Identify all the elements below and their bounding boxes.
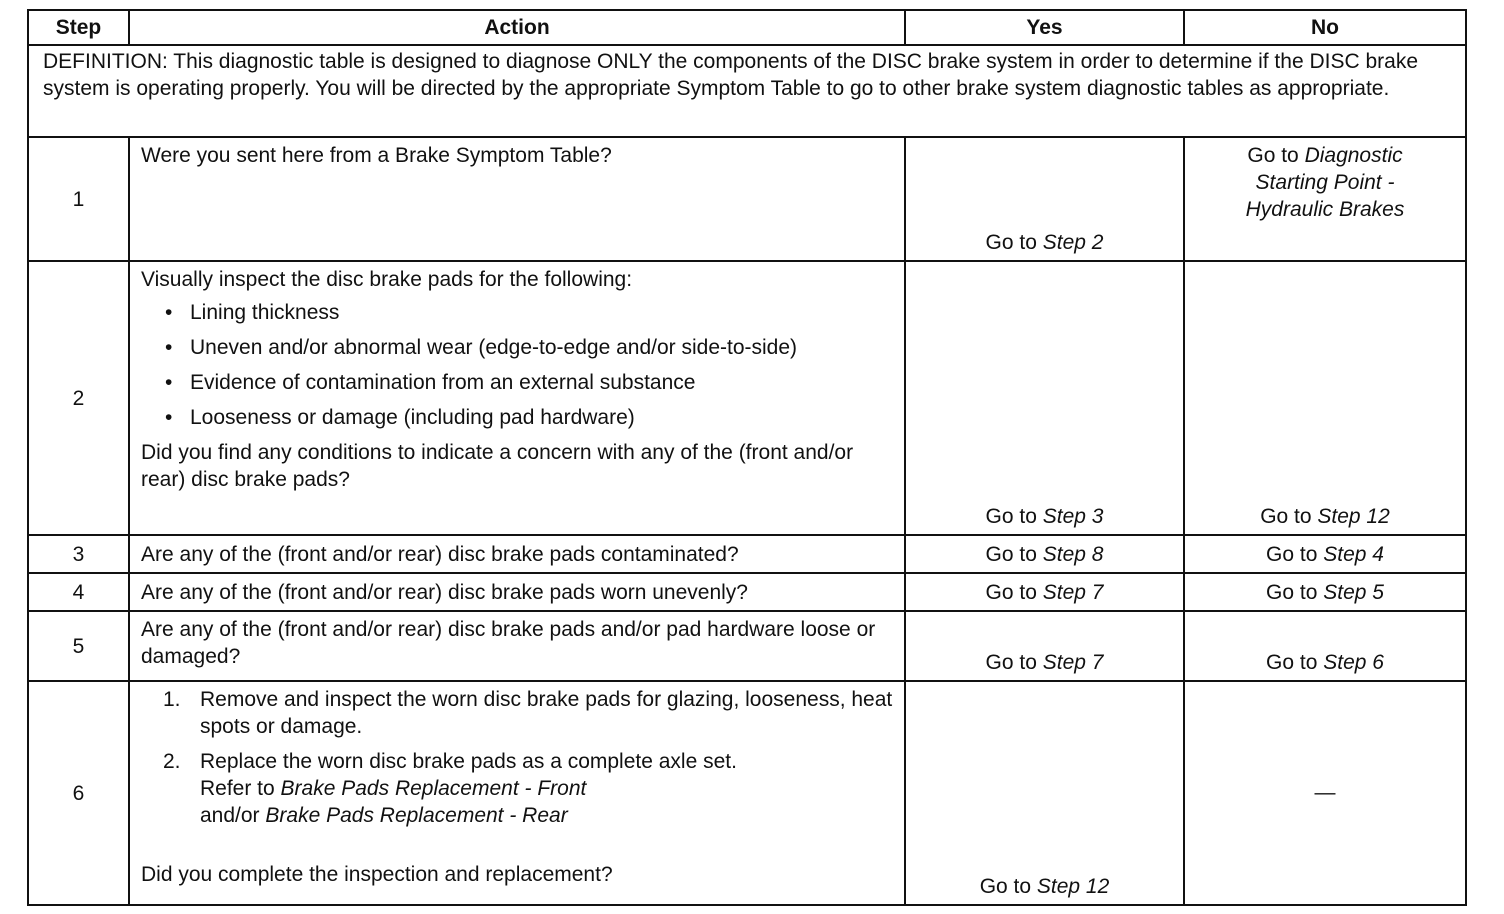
yes-target: Step 12 xyxy=(1036,875,1110,898)
header-row xyxy=(28,10,1466,45)
no-cell: Go to Step 6 xyxy=(1184,611,1466,681)
no-cell: Go to Step 4 xyxy=(1184,535,1466,573)
action-question: Are any of the (front and/or rear) disc brake pads contaminated? xyxy=(141,542,739,566)
action-question: Are any of the (front and/or rear) disc brake pads and/or pad hardware loose or damaged? xyxy=(141,618,876,668)
no-target: Step 12 xyxy=(1317,505,1390,528)
table-row xyxy=(28,681,1466,905)
step-number: 6 xyxy=(28,681,129,905)
no-cell xyxy=(1184,137,1466,261)
yes-cell: Go to Step 3 xyxy=(905,261,1184,535)
action-cell xyxy=(129,137,905,261)
no-cell: Go to Step 12 xyxy=(1184,261,1466,535)
yes-target: Step 7 xyxy=(1042,651,1104,674)
header-yes: Yes xyxy=(905,10,1184,45)
yes-target: Step 2 xyxy=(1042,231,1104,254)
table-row xyxy=(28,573,1466,611)
action-cell xyxy=(129,261,905,535)
list-item: 2. Replace the worn disc brake pads as a complete axle set. Refer to Brake Pads Replacement - Front and/or Brake Pads Replacement - Rear xyxy=(163,750,737,827)
no-target: Step 4 xyxy=(1323,542,1384,566)
no-cell: Go to Step 5 xyxy=(1184,573,1466,611)
yes-cell: Go to Step 7 xyxy=(905,611,1184,681)
list-item: • Lining thickness xyxy=(165,301,340,324)
no-line2: Starting Point - xyxy=(1255,171,1395,194)
action-cell xyxy=(129,681,905,905)
numbered-list xyxy=(141,686,894,829)
diagnostic-table xyxy=(27,9,1467,906)
ref-rear: Brake Pads Replacement - Rear xyxy=(265,804,568,827)
list-item: 1. Remove and inspect the worn disc brake pads for glazing, looseness, heat spots or damage. xyxy=(163,688,893,738)
list-item: • Evidence of contamination from an external substance xyxy=(165,371,696,394)
no-line3: Hydraulic Brakes xyxy=(1245,198,1405,221)
yes-cell: Go to Step 12 xyxy=(905,681,1184,905)
header-step: Step xyxy=(28,10,129,45)
action-question: Are any of the (front and/or rear) disc brake pads worn unevenly? xyxy=(141,580,748,604)
step-number: 1 xyxy=(28,137,129,261)
yes-target: Step 8 xyxy=(1042,542,1104,566)
step-number: 4 xyxy=(28,573,129,611)
action-cell xyxy=(129,611,905,681)
yes-target: Step 3 xyxy=(1042,505,1104,528)
step-number: 2 xyxy=(28,261,129,535)
step-number: 5 xyxy=(28,611,129,681)
action-question: Did you find any conditions to indicate a concern with any of the (front and/or rear) disc brake pads? xyxy=(141,441,854,491)
table-row xyxy=(28,137,1466,261)
yes-cell: Go to Step 7 xyxy=(905,573,1184,611)
no-target: Step 5 xyxy=(1323,580,1384,604)
no-target: Step 6 xyxy=(1323,651,1384,674)
header-no: No xyxy=(1184,10,1466,45)
list-item: • Looseness or damage (including pad hardware) xyxy=(165,406,635,429)
yes-cell: Go to Step 8 xyxy=(905,535,1184,573)
table-row xyxy=(28,535,1466,573)
ref-front: Brake Pads Replacement - Front xyxy=(280,777,587,800)
goto-prefix: Go to xyxy=(985,231,1043,254)
action-cell xyxy=(129,535,905,573)
no-cell xyxy=(1184,681,1466,905)
action-cell xyxy=(129,573,905,611)
table-row xyxy=(28,261,1466,535)
no-dash: — xyxy=(1314,780,1336,804)
definition-row xyxy=(28,45,1466,137)
bullet-list xyxy=(141,299,894,431)
definition-text: DEFINITION: This diagnostic table is designed to diagnose ONLY the components of the DISC brake system in order to determine if the DISC brake system is operating properly. You will be directed by the appropriate Symptom Table to go to other brake system diagnostic tables as appropriate. xyxy=(28,45,1466,137)
table-row xyxy=(28,611,1466,681)
yes-target: Step 7 xyxy=(1042,580,1104,604)
action-intro: Visually inspect the disc brake pads for the following: xyxy=(141,268,633,291)
action-question: Were you sent here from a Brake Symptom Table? xyxy=(141,144,612,167)
action-question: Did you complete the inspection and replacement? xyxy=(141,863,613,886)
yes-cell xyxy=(905,137,1184,261)
step-number: 3 xyxy=(28,535,129,573)
header-action: Action xyxy=(129,10,905,45)
list-item: • Uneven and/or abnormal wear (edge-to-edge and/or side-to-side) xyxy=(165,336,798,359)
no-line1-prefix: Go to xyxy=(1247,144,1305,167)
no-line1-ref: Diagnostic xyxy=(1304,144,1403,167)
